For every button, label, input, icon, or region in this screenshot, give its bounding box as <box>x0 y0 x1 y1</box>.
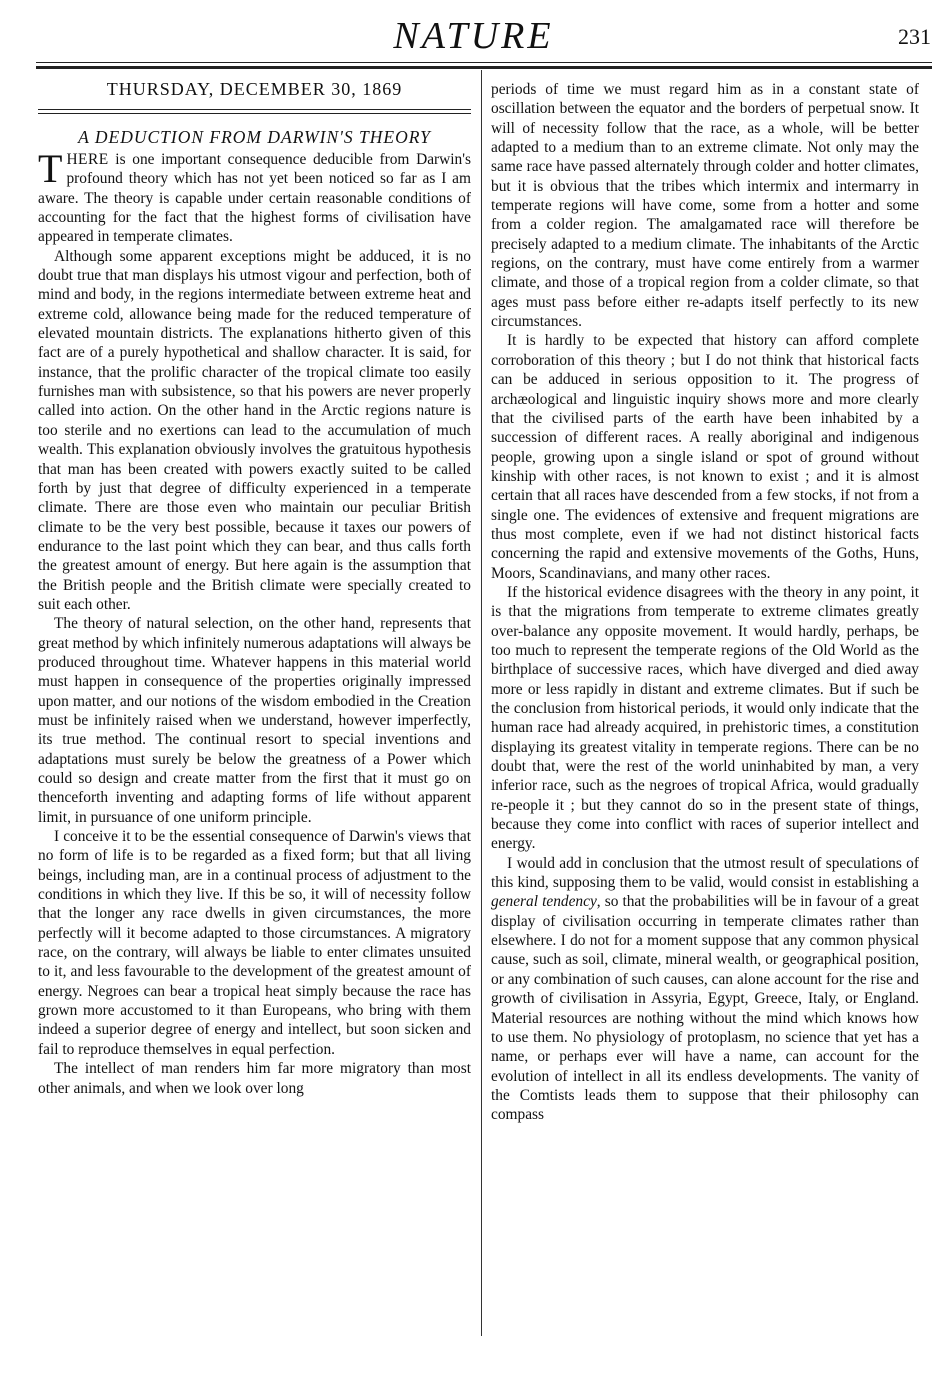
date-rule-top <box>38 109 471 110</box>
paragraph-1-text: is one important consequence deducible from Darwin's profound theory which has not yet been noticed so far as I am aware. The theory is capable under certain reasonable conditions of accounting for the fact that the highest forms of civilisation have appeared in temperate climates. <box>38 151 471 246</box>
issue-date: THURSDAY, DECEMBER 30, 1869 <box>106 79 403 99</box>
drop-cap: T <box>38 146 63 191</box>
paragraph-7: It is hardly to be expected that history can afford complete corroboration of this theory ; but I do not think that historical facts can be adduced in serious opposition to it. The progress of archæological and linguistic inquiry shows more and more clearly that the civilised parts of the earth have been inhabited by a succession of different races. A really aboriginal and indigenous people, growing upon a single island or spot of ground without kinship with other races, is not known to exist ; and it is almost certain that all races have descended from a few stocks, if not from a single one. The evidences of extensive and frequent migrations are thus most complete, even if we had not distinct historical facts concerning the rapid and extensive movements of the Goths, Huns, Moors, Scandinavians, and many other races. <box>491 332 919 582</box>
article-title: A DEDUCTION FROM DARWIN'S THEORY <box>78 127 431 147</box>
first-word-rest: HERE <box>66 151 109 168</box>
right-column <box>491 80 919 1125</box>
page-number: 231 <box>898 24 931 49</box>
paragraph-9-end: , so that the probabilities will be in favour of a great display of civilisation occurring in temperate climates rather than elsewhere. I do not for a moment suppose that any common physical cause, such as soil, climate, mineral wealth, or geographical position, or any combination of such causes, can alone account for the rise and growth of civilisation in Assyria, Egypt, Greece, Italy, or England. Material resources are nothing without the mind which knows how to use them. No physiology of protoplasm, no science that yet has a name, or perhaps ever will have a name, can account for the evolution of intellect in all its endless developments. The vanity of the Comtists leads them to suppose that their philosophy can compass <box>491 893 919 1124</box>
emphasis-general-tendency: general tendency <box>491 893 597 911</box>
paragraph-4: I conceive it to be the essential consequence of Darwin's views that no form of life is to be regarded as a fixed form; but that all living beings, including man, are in a continual process of adjustment to the conditions in which they live. If this be so, it will of necessity follow that the longer any race dwells in given circumstances, the more perfectly will it become adapted to those circumstances. A migratory race, on the contrary, will always be liable to enter climates unsuited to it, and less favourable to the development of the greatest amount of energy. Negroes can bear a tropical heat simply because the race has grown more accustomed to it than Europeans, who bring with them indeed a superior degree of energy and intellect, but soon sicken and fail to reproduce themselves in equal perfection. <box>38 828 471 1058</box>
paragraph-1 <box>38 146 471 247</box>
paragraph-2: Although some apparent exceptions might be adduced, it is no doubt true that man displays his utmost vigour and perfection, both of mind and body, in the regions intermediate between extreme heat and extreme cold, allowance being made for the reduced temperature of elevated mountain districts. The explanations hitherto given of this fact are of a purely hypothetical and shallow character. It is said, for instance, that the prolific character of the tropical climate too easily furnishes man with subsistence, so that his powers are never properly called into action. On the other hand in the Arctic regions nature is too sterile and no exertions can lead to the accumulation of much wealth. This explanation obviously involves the gratuitous hypothesis that man has been created with powers exactly suited to be called forth by just that degree of difficulty experienced in a temperate climate. There are those even who maintain our peculiar British climate to be the very best possible, because it taxes our powers of endurance to the last point which they can bear, and thus calls forth the greatest amount of energy. But here again is the assumption that the British people and the British climate were specially created to suit each other. <box>38 247 471 613</box>
paragraph-3: The theory of natural selection, on the other hand, represents that great method by which infinitely numerous adaptations will always be produced throughout time. Whatever happens in this material world must happen in consequence of the properties originally impressed upon matter, and our notions of the wisdom embodied in the Creation must be infinitely raised when we understand, however imperfectly, its true method. The continual resort to special inventions and adaptations must surely be below the greatness of a Power which could so design and create matter from the first that it must go on thenceforth inventing and adapting forms of life without apparent limit, in pursuance of one uniform principle. <box>38 615 471 826</box>
paragraph-9 <box>491 854 919 1125</box>
journal-title: NATURE <box>393 15 554 57</box>
paragraph-5: The intellect of man renders him far more migratory than most other animals, and when we look over long <box>38 1060 471 1097</box>
left-column <box>38 76 471 1098</box>
column-divider <box>481 70 482 1336</box>
paragraph-6: periods of time we must regard him as in a constant state of oscillation between the equator and the borders of perpetual snow. It will of necessity follow that the race, as a whole, will be better adapted to a medium than to an extreme climate. Not only may the same race have passed alternately through colder and hotter climates, but it is obvious that the tribes which intermix and intermarry in temperate regions will have come, some from a hotter and some from a colder region. The amalgamated race will therefore be precisely adapted to a medium climate. The inhabitants of the Arctic regions, on the contrary, must have come entirely from a warmer climate, and those of a tropical region from a colder climate, so that ages must pass before either re-adapts itself perfectly to its new circumstances. <box>491 81 919 331</box>
date-rule-bottom <box>38 113 471 114</box>
paragraph-9-start: I would add in conclusion that the utmost result of speculations of this kind, supposing them to be valid, would consist in establishing a <box>491 854 919 892</box>
header-rule-thick <box>36 66 932 69</box>
header-rule-thin <box>36 62 932 63</box>
paragraph-8: If the historical evidence disagrees with the theory in any point, it is that the migrations from temperate to extreme climates greatly over-balance any opposite movement. It would hardly, perhaps, be too much to represent the temperate regions of the Old World as the birthplace of successive races, which have diverged and died away more or less rapidly in distant and extreme climates. But if such be the conclusion from historical periods, it would only indicate that the human race had already acquired, in prehistoric times, a constitution displaying its greatest vitality in temperate regions. There can be no doubt that, were the rest of the world uninhabited by man, a very inferior race, such as the negroes of tropical Africa, would gradually re-people it ; but they cannot do so in the present state of things, because they come into conflict with races of superior intellect and energy. <box>491 583 919 853</box>
